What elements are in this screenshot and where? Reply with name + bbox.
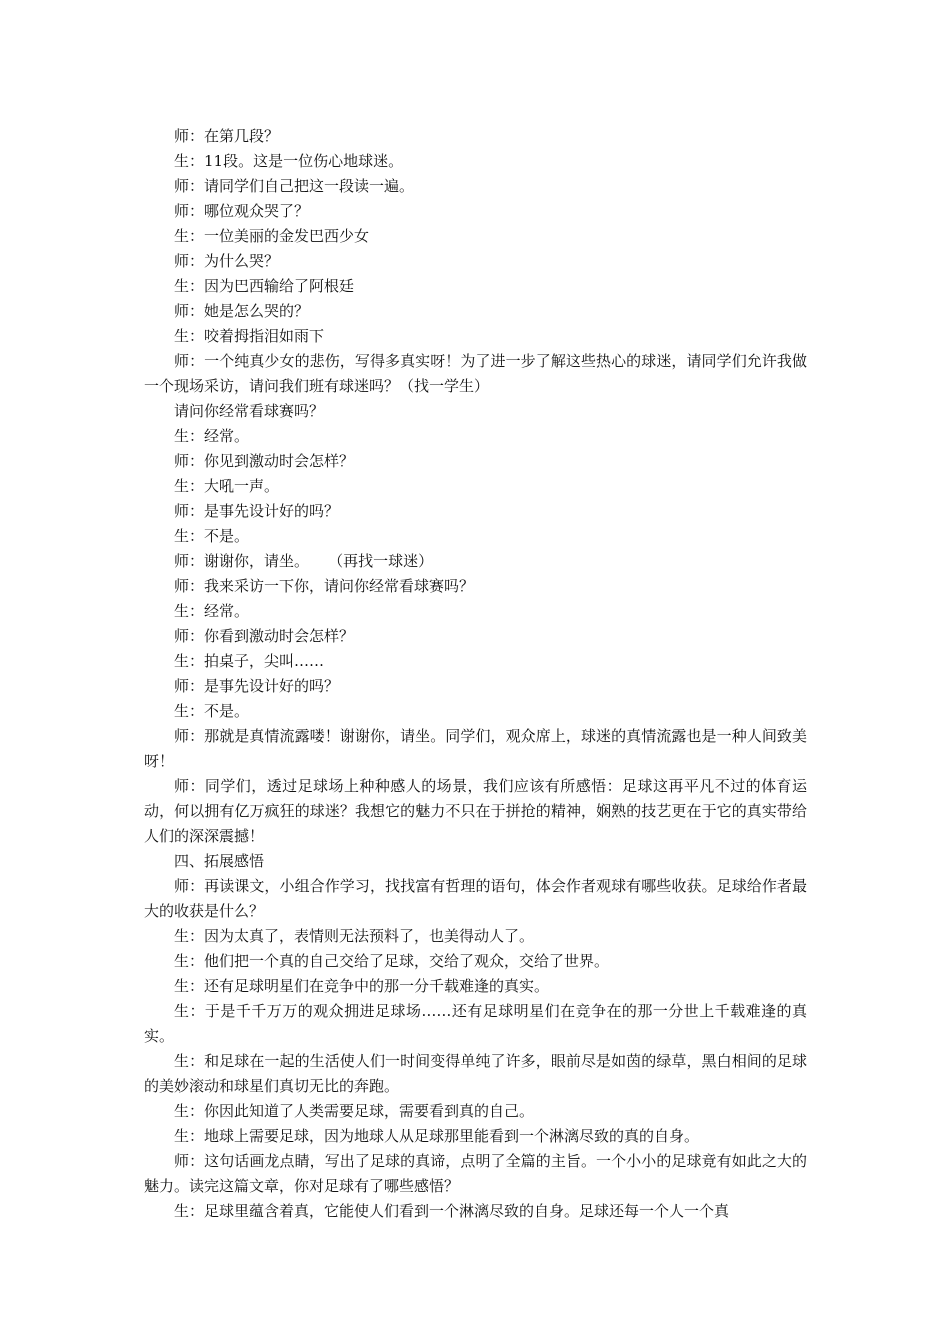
paragraph: 生：11段。这是一位伤心地球迷。 <box>174 152 404 170</box>
paragraph: 师：是事先设计好的吗？ <box>174 502 340 520</box>
paragraph: 生：经常。 <box>174 602 250 620</box>
paragraph: 生：经常。 <box>174 427 250 445</box>
paragraph: 生：和足球在一起的生活使人们一时间变得单纯了许多，眼前尽是如茵的绿草，黑白相间的足球的美妙滚动和球星们真切无比的奔跑。 <box>144 1052 807 1095</box>
paragraph: 生：你因此知道了人类需要足球，需要看到真的自己。 <box>174 1102 535 1120</box>
paragraph: 师：她是怎么哭的？ <box>174 302 310 320</box>
paragraph: 生：因为巴西输给了阿根廷 <box>174 277 355 295</box>
paragraph: 生：还有足球明星们在竞争中的那一分千载难逢的真实。 <box>174 977 550 995</box>
paragraph: 请问你经常看球赛吗？ <box>174 402 325 420</box>
paragraph: 生：足球里蕴含着真，它能使人们看到一个淋漓尽致的自身。足球还每一个人一个真 <box>174 1202 730 1220</box>
paragraph: 师：再读课文，小组合作学习，找找富有哲理的语句，体会作者观球有哪些收获。足球给作者最大的收获是什么？ <box>144 877 807 920</box>
paragraph: 生：不是。 <box>174 527 250 545</box>
paragraph: 师：是事先设计好的吗？ <box>174 677 340 695</box>
document-body <box>144 124 807 1224</box>
paragraph: 生：一位美丽的金发巴西少女 <box>174 227 370 245</box>
paragraph: 生：大吼一声。 <box>174 477 280 495</box>
paragraph: 生：因为太真了，表情则无法预料了，也美得动人了。 <box>174 927 535 945</box>
paragraph: 师：请同学们自己把这一段读一遍。 <box>174 177 415 195</box>
section-heading: 四、拓展感悟 <box>174 852 265 870</box>
paragraph: 生：拍桌子，尖叫…… <box>174 652 325 670</box>
paragraph: 师：为什么哭？ <box>174 252 280 270</box>
paragraph: 生：于是千千万万的观众拥进足球场……还有足球明星们在竞争在的那一分世上千载难逢的真实。 <box>144 1002 807 1045</box>
paragraph: 师：在第几段？ <box>174 127 280 145</box>
paragraph: 师：一个纯真少女的悲伤，写得多真实呀！为了进一步了解这些热心的球迷，请同学们允许我做一个现场采访，请问我们班有球迷吗？（找一学生） <box>144 352 807 395</box>
paragraph: 生：地球上需要足球，因为地球人从足球那里能看到一个淋漓尽致的真的自身。 <box>174 1127 700 1145</box>
paragraph: 生：不是。 <box>174 702 250 720</box>
paragraph: 师：谢谢你，请坐。 （再找一球迷） <box>174 552 434 570</box>
paragraph: 师：同学们，透过足球场上种种感人的场景，我们应该有所感悟：足球这再平凡不过的体育运动，何以拥有亿万疯狂的球迷？我想它的魅力不只在于拼抢的精神，娴熟的技艺更在于它的真实带给人们的深深震撼！ <box>144 777 807 845</box>
paragraph: 师：哪位观众哭了？ <box>174 202 310 220</box>
paragraph: 师：这句话画龙点睛，写出了足球的真谛，点明了全篇的主旨。一个小小的足球竟有如此之大的魅力。读完这篇文章，你对足球有了哪些感悟？ <box>144 1152 807 1195</box>
paragraph: 生：他们把一个真的自己交给了足球，交给了观众，交给了世界。 <box>174 952 610 970</box>
paragraph: 师：我来采访一下你，请问你经常看球赛吗？ <box>174 577 475 595</box>
paragraph: 生：咬着拇指泪如雨下 <box>174 327 325 345</box>
paragraph: 师：你见到激动时会怎样？ <box>174 452 355 470</box>
paragraph: 师：那就是真情流露喽！谢谢你，请坐。同学们，观众席上，球迷的真情流露也是一种人间致美呀！ <box>144 727 807 770</box>
paragraph: 师：你看到激动时会怎样？ <box>174 627 355 645</box>
